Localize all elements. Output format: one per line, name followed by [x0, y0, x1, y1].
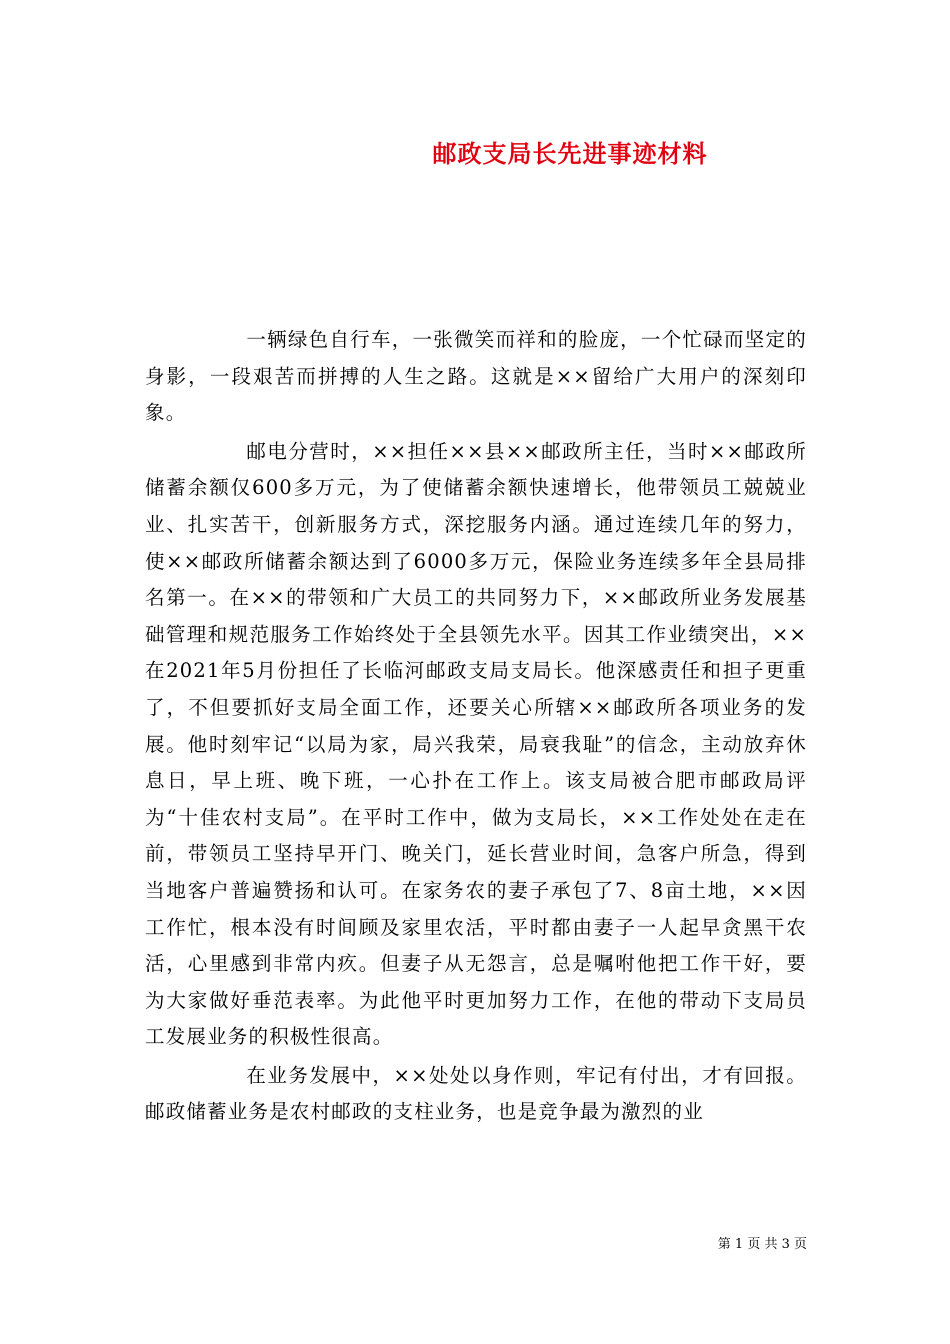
document-title: 邮政支局长先进事迹材料	[432, 139, 708, 168]
paragraph: 邮电分营时，××担任××县××邮政所主任，当时××邮政所储蓄余额仅600多万元，为了使储蓄余额快速增长，他带领员工兢兢业业、扎实苦干，创新服务方式，深挖服务内涵。通过连续几年的努力，使××邮政所储蓄余额达到了6000多万元，保险业务连续多年全县局排名第一。在××的带领和广大员工的共同努力下，××邮政所业务发展基础管理和规范服务工作始终处于全县领先水平。因其工作业绩突出，××在2021年5月份担任了长临河邮政支局支局长。他深感责任和担子更重了，不但要抓好支局全面工作，还要关心所辖××邮政所各项业务的发展。他时刻牢记“以局为家，局兴我荣，局衰我耻”的信念，主动放弃休息日，早上班、晚下班，一心扑在工作上。该支局被合肥市邮政局评为“十佳农村支局”。在平时工作中，做为支局长，××工作处处在走在前，带领员工坚持早开门、晚关门，延长营业时间，急客户所急，得到当地客户普遍赞扬和认可。在家务农的妻子承包了7、8亩土地，××因工作忙，根本没有时间顾及家里农活，平时都由妻子一人起早贪黑干农活，心里感到非常内疚。但妻子从无怨言，总是嘱咐他把工作干好，要为大家做好垂范表率。为此他平时更加努力工作，在他的带动下支局员工发展业务的积极性很高。	[145, 439, 807, 1049]
paragraph: 一辆绿色自行车，一张微笑而祥和的脸庞，一个忙碌而坚定的身影，一段艰苦而拼搏的人生之路。这就是××留给广大用户的深刻印象。	[145, 328, 807, 425]
paragraph: 在业务发展中，××处处以身作则，牢记有付出，才有回报。邮政储蓄业务是农村邮政的支柱业务，也是竞争最为激烈的业	[145, 1063, 807, 1124]
document-body	[145, 322, 807, 1133]
page-number: 第 1 页 共 3 页	[717, 1237, 807, 1252]
